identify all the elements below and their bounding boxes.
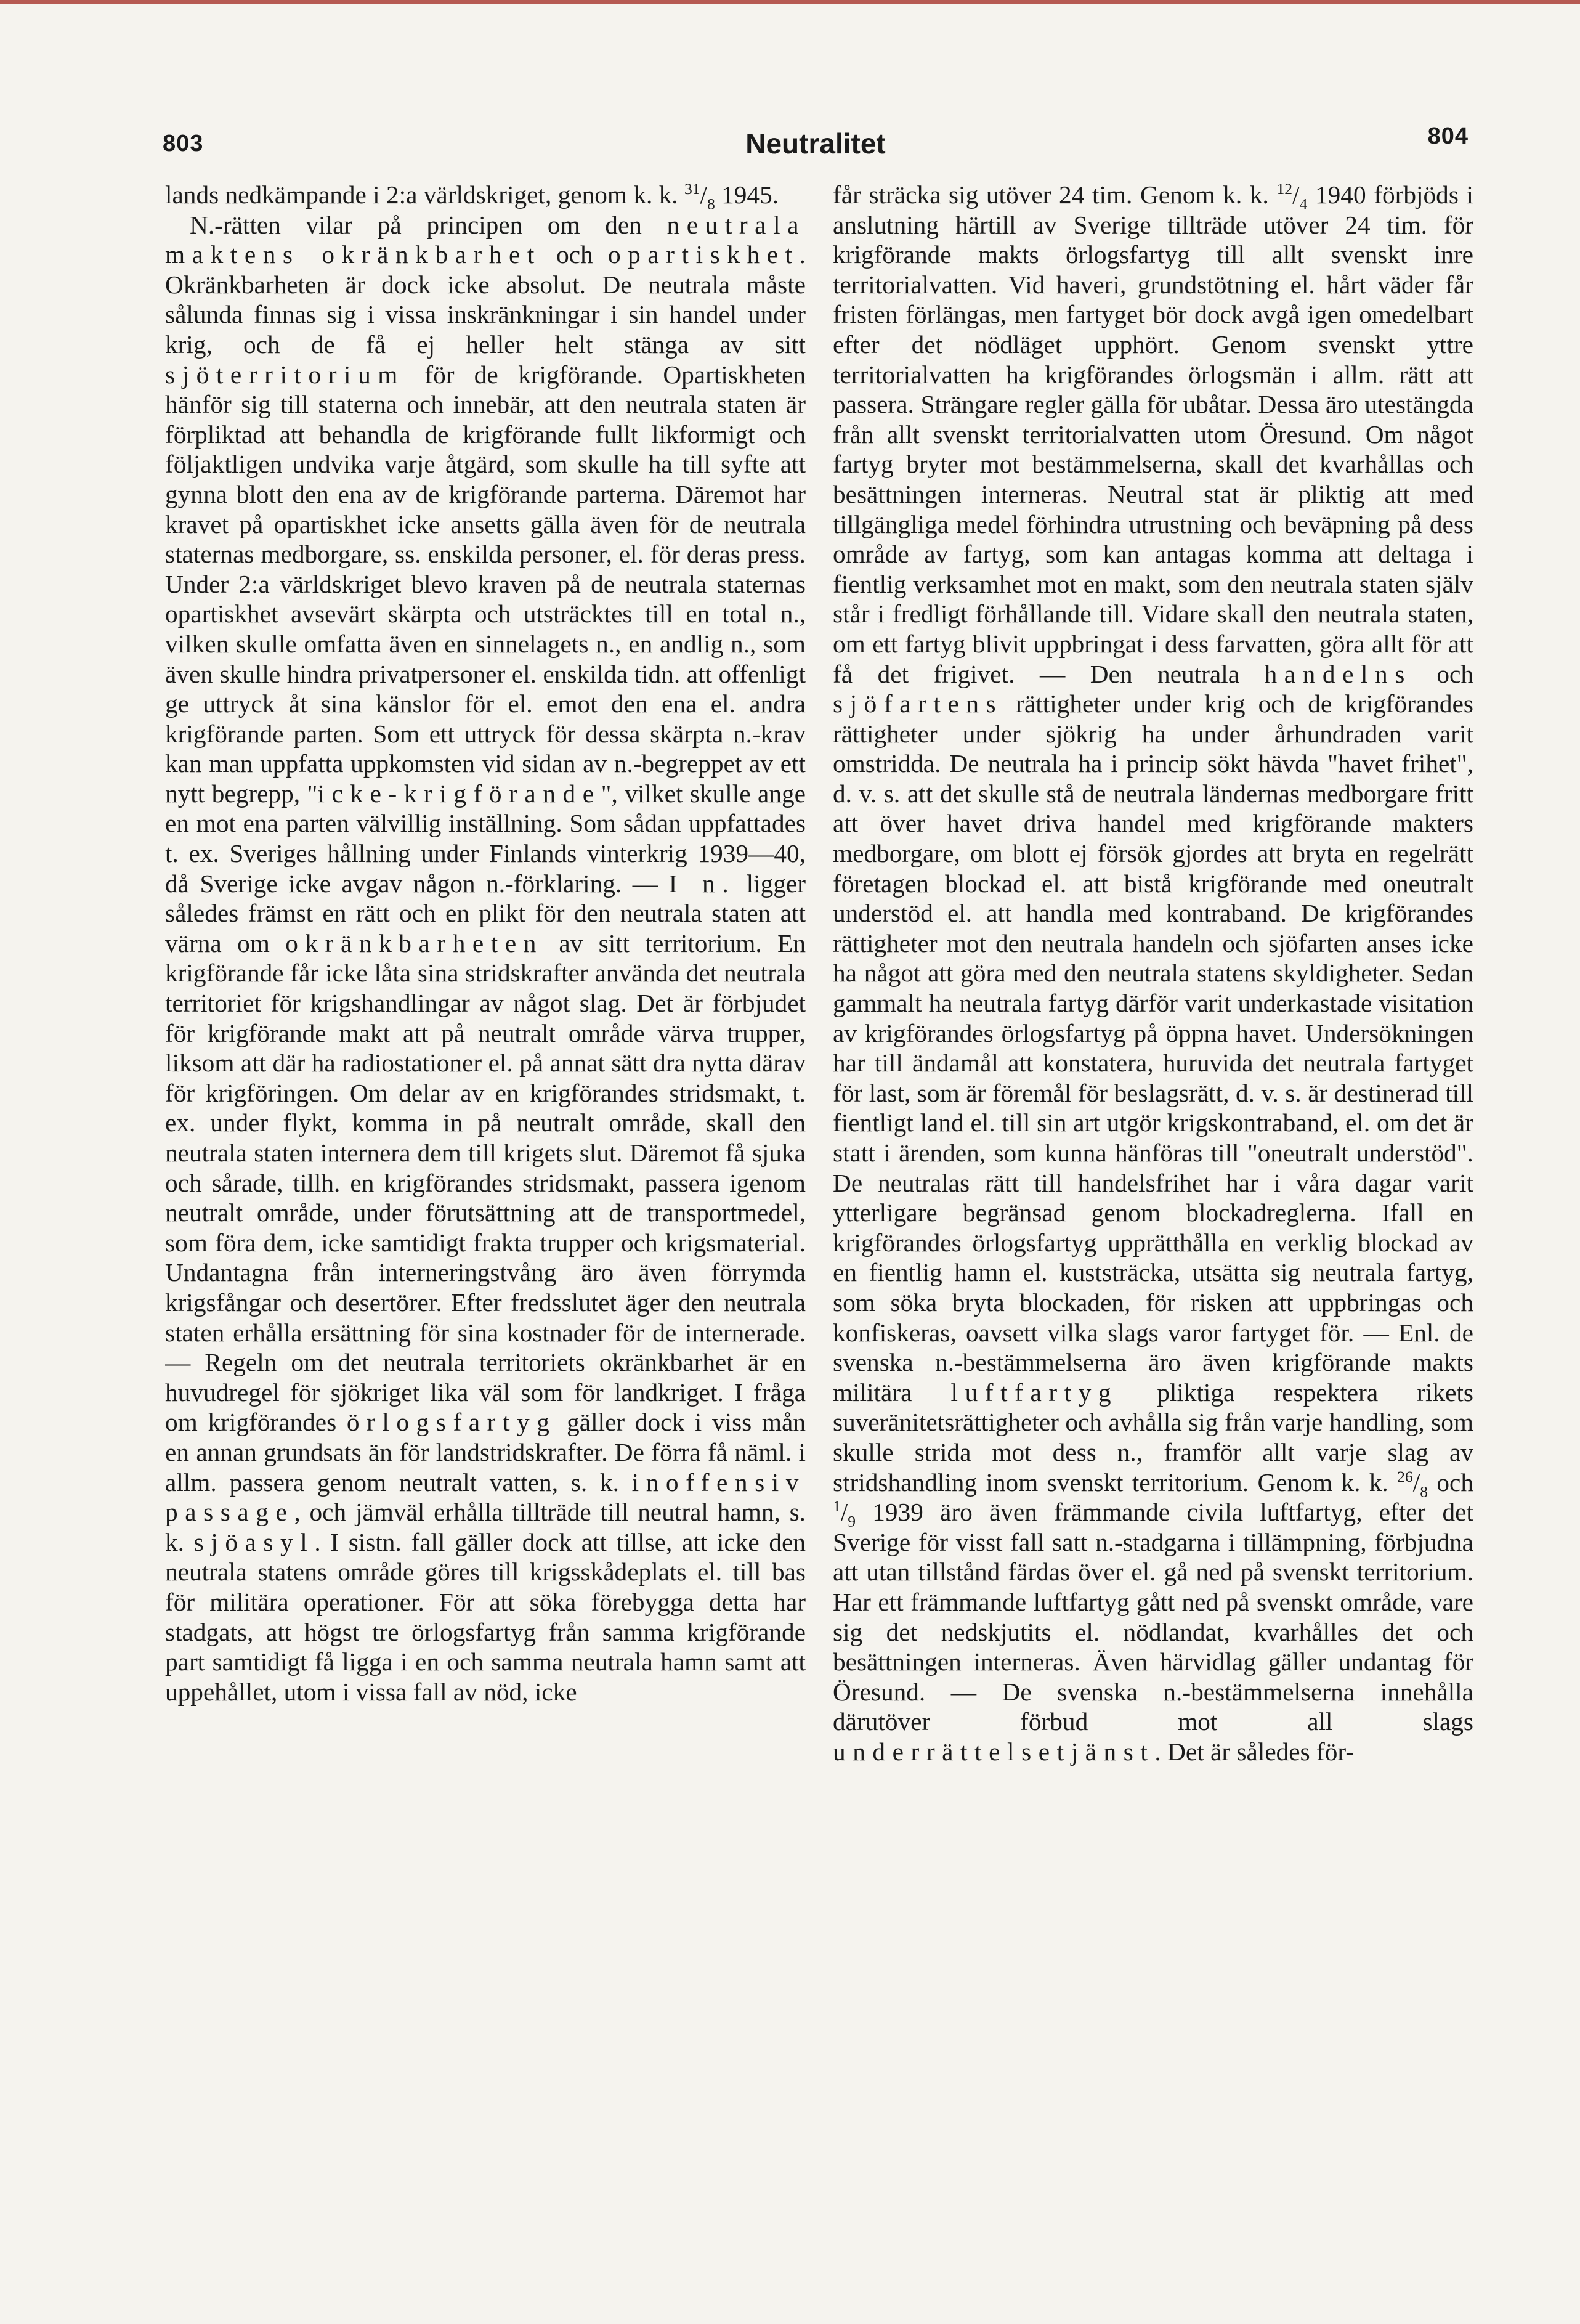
text-run: 1939 äro även främmande civila luftfartyg, efter det Sverige för visst fall satt n.-stadgarna i tillämpning, förbjudna att utan tillstånd färdas över el. gå ned på svenskt territorium. Har ett främmande luftfartyg gått ned på svenskt område, vare sig det nedskjutits el. nödlandat, kvarhålles det och besättningen interneras. Även härvidlag gäller undantag för Öresund. — De svenska n.-bestämmelserna innehålla därutöver förbud mot all slags bbox=[833, 1498, 1473, 1736]
text-run: och bbox=[1411, 659, 1473, 688]
spaced-term: underrättelsetjänst bbox=[833, 1737, 1155, 1766]
fraction-numerator: 26 bbox=[1397, 1467, 1413, 1485]
fraction-numerator: 12 bbox=[1276, 180, 1293, 198]
page-number-right: 804 bbox=[1427, 123, 1469, 149]
page-number-left: 803 bbox=[163, 131, 204, 156]
fraction-denominator: 8 bbox=[707, 195, 715, 213]
text-run: för de krigförande. Opartiskheten hänför sig till staterna och innebär, att den neutrala staten är förpliktad att behandla de krigförande fullt likformigt och följaktligen undvika varje åtgärd, som skulle ha till syfte att gynna blott den ena av de krigförande parterna. Däremot har kravet på opartiskhet icke ansetts gälla även för de neutrala staternas medborgare, ss. enskilda personer, el. för deras press. Under 2:a världskriget blevo kraven på de neutrala staternas opartiskhet avsevärt skärpta och utsträcktes till en total n., vilken skulle omfatta även en sinnelagets n., en andlig n., som även skulle hindra privatpersoner el. enskilda tidn. att offenligt ge uttryck åt sina känslor för el. emot den ena el. andra krigförande parten. Som ett uttryck för dessa skärpta n.-krav kan man uppfatta uppkomsten vid sidan av n.-begreppet av ett nytt begrepp, " bbox=[165, 360, 806, 808]
fraction-numerator: 1 bbox=[833, 1497, 841, 1516]
text-run: och bbox=[541, 240, 608, 269]
spaced-term: inoffensiv passage bbox=[165, 1468, 806, 1527]
fraction-numerator: 31 bbox=[684, 180, 700, 198]
text-run: . Det är således för- bbox=[1154, 1737, 1355, 1766]
text-run: 1945. bbox=[715, 181, 779, 209]
paragraph-1 bbox=[165, 180, 806, 213]
text-column-right bbox=[833, 180, 1473, 2139]
spaced-term: sjöfartens bbox=[833, 689, 1003, 718]
fraction-denominator: 9 bbox=[848, 1512, 856, 1530]
fraction-date: $^{12}/_4$ bbox=[1276, 180, 1308, 213]
text-column-left bbox=[165, 180, 806, 2139]
spaced-term: neutrala maktens okränkbarhet bbox=[165, 210, 806, 269]
fraction-date: $^{31}/_8$ bbox=[684, 180, 715, 213]
text-run: 1940 förbjöds i anslutning härtill av Sverige tillträde utöver 24 tim. för krigförande makts örlogsfartyg till allt svenskt inre territorialvatten. Vid haveri, grundstötning el. hårt väder får fristen förlängas, men fartyget bör dock avgå igen omedelbart efter det nödläget upphört. Genom svenskt yttre territorialvatten ha krigförandes örlogsmän i allm. rätt att passera. Strängare regler gälla för ubåtar. Dessa äro utestängda från allt svenskt territorialvatten utom Öresund. Om något fartyg bryter mot bestämmelserna, skall det kvarhållas och besättningen interneras. Neutral stat är pliktig att med tillgängliga medel förhindra utrustning och beväpning på dess område av fartyg, som kan antagas komma att deltaga i fientlig verksamhet mot en makt, som den neutrala staten själv står i fredligt förhållande till. Vidare skall den neutrala staten, om ett fartyg blivit uppbringat i dess farvatten, göra allt för att få det frigivet. — Den neutrala bbox=[833, 181, 1473, 688]
text-run: lands nedkämpande i 2:a världskriget, genom k. k. bbox=[165, 181, 684, 209]
fraction-date: $^{26}/_8$ bbox=[1397, 1467, 1428, 1500]
page-header bbox=[163, 123, 1469, 166]
spaced-term: sjöterritorium bbox=[165, 360, 405, 389]
running-head: Neutralitet bbox=[745, 128, 886, 160]
text-run: ligger således främst en rätt och en plikt för den neutrala staten att värna om bbox=[165, 869, 806, 957]
spaced-term: I n. bbox=[668, 869, 736, 898]
text-run: gäller dock i viss mån en annan grundsats än för landstridskrafter. De förra få näml. i allm. passera genom neutralt vatten, s. k. bbox=[165, 1408, 806, 1497]
spaced-term: handelns bbox=[1264, 659, 1412, 688]
text-run: . Okränkbarheten är dock icke absolut. De neutrala måste sålunda finnas sig i vissa inskränkningar i sin handel under krig, och de få ej heller helt stänga av sitt bbox=[165, 240, 806, 359]
text-run: och bbox=[1428, 1468, 1473, 1497]
text-run: rättigheter under krig och de krigförandes rättigheter under sjökrig ha under århundraden varit omstridda. De neutrala ha i princip sökt hävda "havet frihet", d. v. s. att det skulle stå de neutrala ländernas medborgare fritt att över havet driva handel med krigförande makters medborgare, om blott ej försök gjordes att bryta en regelrätt företagen blockad el. att bistå krigförande med oneutralt understöd el. att handla med kontraband. De krigförandes rättigheter mot den neutrala handeln och sjöfarten anses icke ha något att göra med den neutrala statens skyldigheter. Sedan gammalt ha neutrala fartyg därför varit underkastade visitation av krigförandes örlogsfartyg på öppna havet. Undersökningen har till ändamål att konstatera, huruvida det neutrala fartyget för last, som är föremål för beslagsrätt, d. v. s. är destinerad till fientligt land el. till sin art utgör krigskontraband, el. om det är statt i ärenden, som kunna hänföras till "oneutralt understöd". De neutralas rätt till handelsfrihet har i våra dagar varit ytterligare begränsad genom blockadreglerna. Ifall en krigförandes örlogsfartyg upprätthålla en verklig blockad av en fientlig hamn el. kuststräcka, utsätta sig neutrala fartyg, som söka bryta blockaden, för risken att uppbringas och konfiskeras, oavsett vilka slags varor fartyget för. — Enl. de svenska n.-bestämmelserna äro även krigförande makts militära bbox=[833, 689, 1473, 1407]
text-run: , och jämväl erhålla tillträde till neutral hamn, s. k. bbox=[165, 1498, 806, 1556]
spaced-term: okränkbarheten bbox=[285, 928, 543, 957]
paragraph-3 bbox=[833, 180, 1473, 1766]
spaced-term: örlogsfartyg bbox=[346, 1408, 557, 1437]
fraction-denominator: 8 bbox=[1420, 1482, 1428, 1500]
spaced-term: opartiskhet bbox=[607, 240, 800, 269]
fraction-date: $^1/_9$ bbox=[833, 1497, 856, 1530]
text-run: av sitt territorium. En krigförande får icke låta sina stridskrafter använda det neutrala territoriet för krigshandlingar av något slag. Det är förbjudet för krigförande makt att på neutralt område värva trupper, liksom att där ha radiostationer el. på annat sätt dra nytta därav för krigföringen. Om delar av en krigförandes stridsmakt, t. ex. under flykt, komma in på neutralt område, skall den neutrala staten internera dem till krigets slut. Däremot få sjuka och sårade, tillh. en krigförandes stridsmakt, passera igenom neutralt område, under förutsättning att de transportmedel, som föra dem, icke samtidigt frakta trupper och krigsmaterial. Undantagna från interneringstvång äro även förrymda krigsfångar och desertörer. Efter fredsslutet äger den neutrala staten erhålla ersättning för sina kostnader för de internerade. — Regeln om det neutrala territoriets okränkbarhet är en huvudregel för sjökriget lika väl som för landkriget. I fråga om krigförandes bbox=[165, 928, 806, 1437]
text-run: N.-rätten vilar på principen om den bbox=[190, 210, 667, 239]
text-run: får sträcka sig utöver 24 tim. Genom k. k. bbox=[833, 181, 1277, 209]
paragraph-2 bbox=[165, 210, 806, 1707]
text-run: pliktiga respektera rikets suveränitetsrättigheter och avhålla sig från varje handling, som skulle strida mot dess n., framför allt varje slag av stridshandling inom svenskt territorium. Genom k. k. bbox=[833, 1378, 1473, 1497]
spaced-term: icke-krigförande bbox=[317, 779, 601, 808]
spaced-term: sjöasyl bbox=[193, 1527, 315, 1556]
spaced-term: luftfartyg bbox=[950, 1378, 1119, 1407]
fraction-denominator: 4 bbox=[1299, 195, 1308, 213]
text-run: ", vilket skulle ange en mot ena parten välvillig inställning. Som sådan uppfattades t. ex. Sveriges hållning under Finlands vinterkrig 1939—40, då Sverige icke avgav någon n.-förklaring. — bbox=[165, 779, 806, 898]
text-run: . I sistn. fall gäller dock att tillse, att icke den neutrala statens område göres till krigsskådeplats el. till bas för militära operationer. För att söka förebygga detta har stadgats, att högst tre örlogsfartyg från samma krigförande part samtidigt få ligga i en och samma neutrala hamn samt att uppehållet, utom i vissa fall av nöd, icke bbox=[165, 1527, 806, 1706]
